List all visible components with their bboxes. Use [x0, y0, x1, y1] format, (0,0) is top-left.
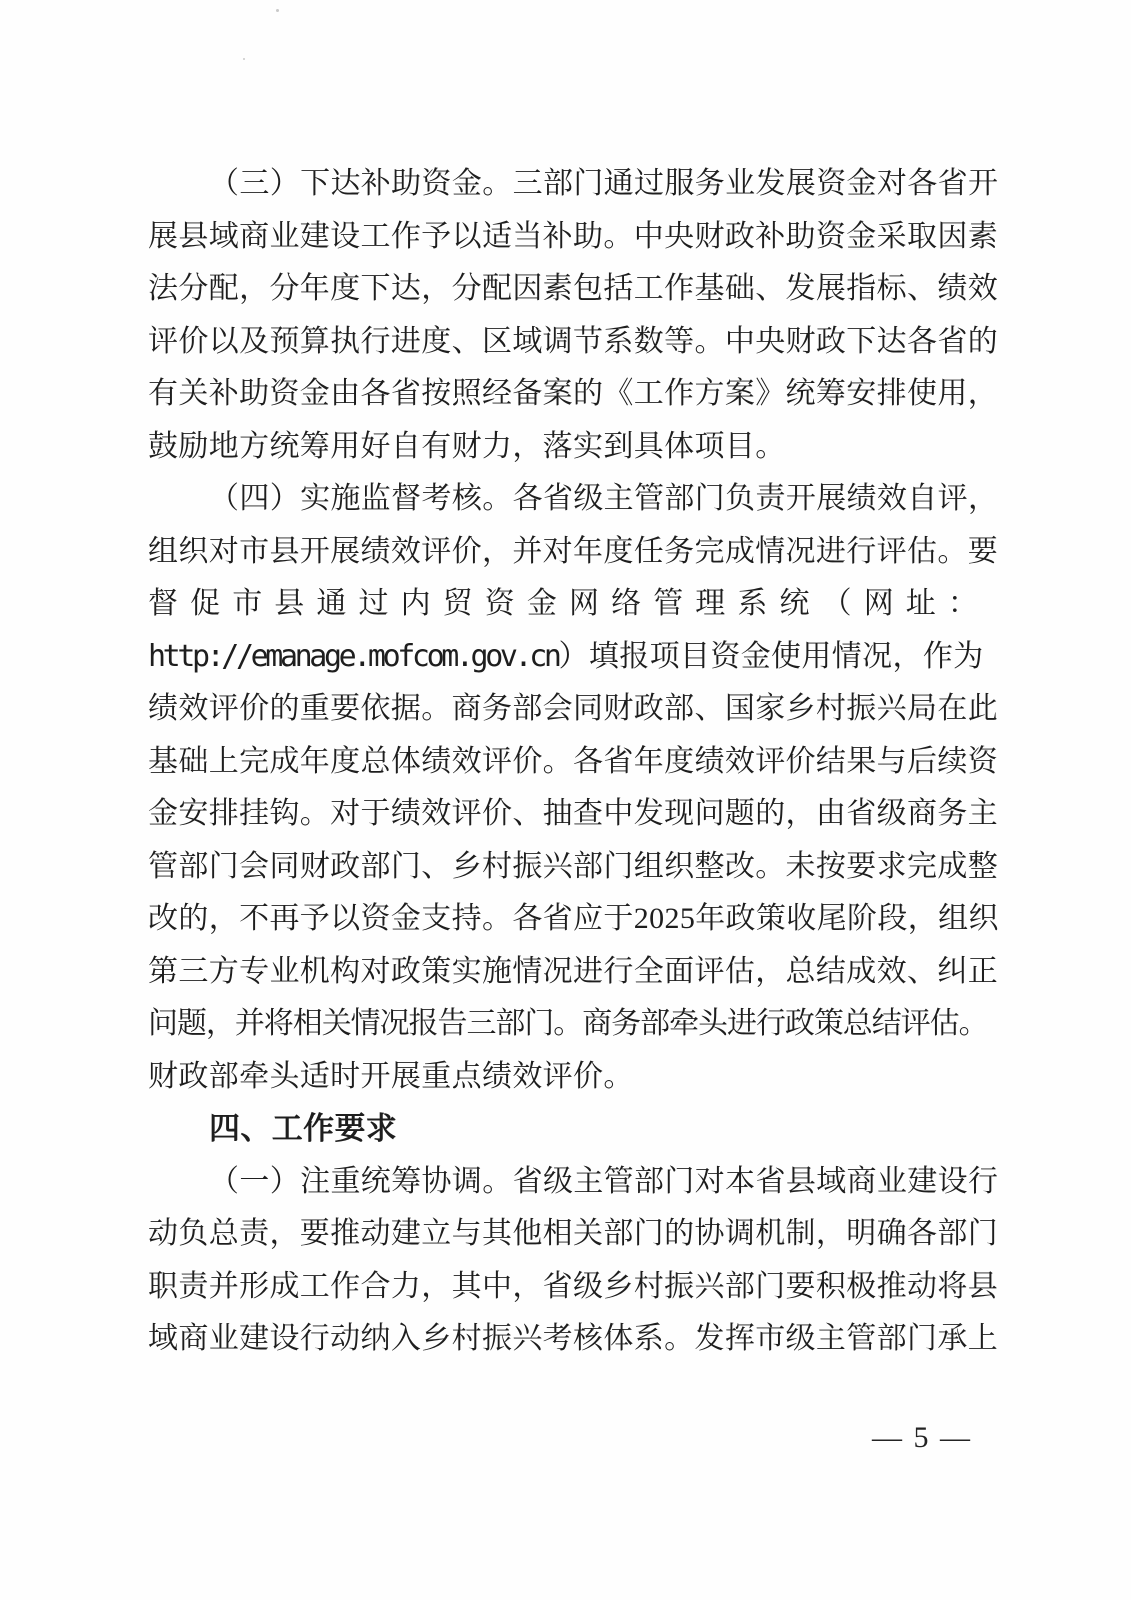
- text-after-url: ）填报项目资金使用情况，作为: [558, 639, 984, 673]
- text-line-para4-first: （四）实施监督考核。各省级主管部门负责开展绩效自评，: [209, 482, 999, 515]
- text-line: 评价以及预算执行进度、区域调节系数等。中央财政下达各省的: [148, 324, 999, 358]
- text-line: 鼓励地方统筹用好自有财力，落实到具体项目。: [148, 429, 786, 463]
- text-line: 域商业建设行动纳入乡村振兴考核体系。发挥市级主管部门承上: [148, 1322, 999, 1355]
- text-line-para3-first: （三）下达补助资金。三部门通过服务业发展资金对各省开: [209, 167, 999, 200]
- body-text: [148, 158, 1004, 1366]
- text-line: 改的，不再予以资金支持。各省应于2025年政策收尾阶段，组织: [148, 902, 999, 935]
- text-line: 金安排挂钩。对于绩效评价、抽查中发现问题的，由省级商务主: [148, 797, 999, 830]
- text-line-justified: 督促市县通过内贸资金网络管理系统（网址：: [148, 587, 990, 620]
- text-line: 绩效评价的重要依据。商务部会同财政部、国家乡村振兴局在此: [148, 692, 999, 725]
- text-line: 问题，并将相关情况报告三部门。商务部牵头进行政策总结评估。: [148, 1007, 988, 1040]
- text-line-url: [148, 631, 1004, 684]
- text-line: 职责并形成工作合力，其中，省级乡村振兴部门要积极推动将县: [148, 1269, 999, 1303]
- text-line: 基础上完成年度总体绩效评价。各省年度绩效评价结果与后续资: [148, 744, 999, 778]
- text-line: 第三方专业机构对政策实施情况进行全面评估，总结成效、纠正: [148, 954, 999, 988]
- url-text: http://emanage.mofcom.gov.cn: [148, 638, 559, 674]
- text-line: 展县域商业建设工作予以适当补助。中央财政补助资金采取因素: [148, 219, 999, 253]
- text-line: 有关补助资金由各省按照经备案的《工作方案》统筹安排使用，: [148, 377, 999, 410]
- section-heading: 四、工作要求: [209, 1111, 398, 1146]
- text-line-para1-first: （一）注重统筹协调。省级主管部门对本省县域商业建设行: [209, 1164, 999, 1198]
- scan-noise-speck: [276, 9, 279, 12]
- page-number: — 5 —: [872, 1421, 972, 1454]
- text-line: 财政部牵头适时开展重点绩效评价。: [148, 1059, 634, 1093]
- text-line: 组织对市县开展绩效评价，并对年度任务完成情况进行评估。要: [148, 534, 999, 568]
- text-line: 法分配，分年度下达，分配因素包括工作基础、发展指标、绩效: [148, 272, 999, 305]
- text-line: 管部门会同财政部门、乡村振兴部门组织整改。未按要求完成整: [148, 849, 999, 883]
- text-line: 动负总责，要推动建立与其他相关部门的协调机制，明确各部门: [148, 1217, 999, 1250]
- scan-noise-speck: [243, 58, 245, 60]
